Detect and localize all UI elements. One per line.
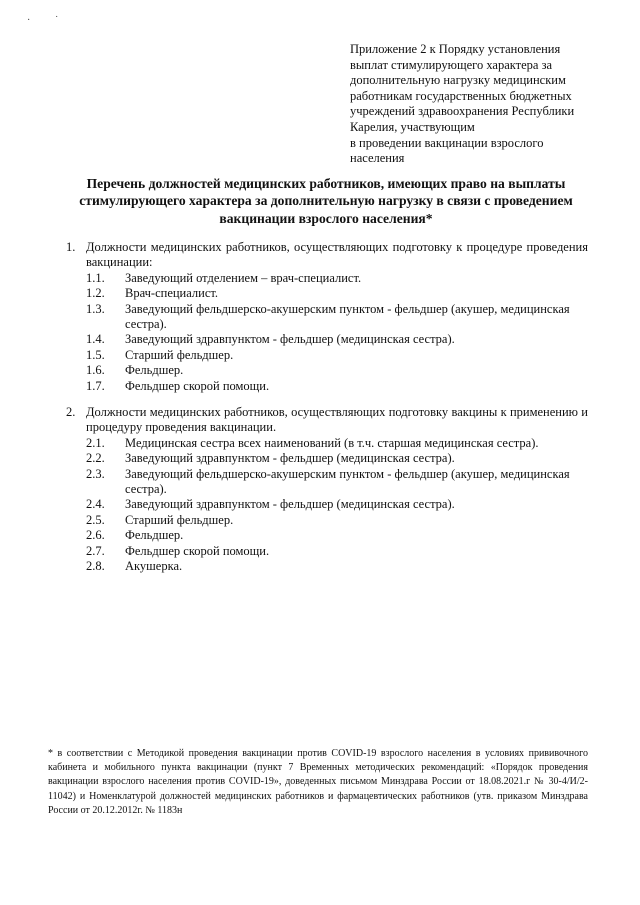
section-1 xyxy=(66,240,588,394)
list-item xyxy=(66,467,588,498)
title-line: Перечень должностей медицинских работников, имеющих право на выплаты xyxy=(86,176,566,191)
item-text: Фельдшер скорой помощи. xyxy=(125,378,270,393)
appendix-line: учреждений здравоохранения Республики xyxy=(350,104,575,119)
appendix-line: выплат стимулирующего характера за xyxy=(350,57,553,72)
scan-mark: ˙ xyxy=(55,15,59,26)
footnote: * в соответствии с Методикой проведения вакцинации против COVID-19 взрослого населения в условиях прививочного кабинета и мобильного пункта вакцинации (пункт 7 Временных методических рекомендаций: «Порядок проведения вакцинации взрослого населения против COVID-19», доведенных письмом Минздрава России от 18.08.2021.г № 30-4/И/2-11042) и Номенклатурой должностей медицинских работников и фармацевтических работников (утв. приказом Минздрава России от 20.12.2012г. № 1183н xyxy=(48,748,588,816)
title-line: вакцинации взрослого населения* xyxy=(219,210,433,226)
list-item xyxy=(66,271,588,286)
appendix-line: Карелия, участвующим xyxy=(350,119,475,134)
section-2 xyxy=(66,405,588,574)
list-item xyxy=(66,286,588,301)
item-number: 1.1. xyxy=(86,270,105,285)
item-number: 1.7. xyxy=(86,378,105,393)
item-text: Врач-специалист. xyxy=(125,286,219,301)
section-heading-text: Должности медицинских работников, осуществляющих подготовку к процедуре проведения вакцинации: xyxy=(86,240,588,270)
item-number: 2.3. xyxy=(86,466,105,481)
list-item xyxy=(66,332,588,347)
item-number: 1.3. xyxy=(86,301,105,316)
item-number: 2.7. xyxy=(86,543,105,558)
list-item xyxy=(66,363,588,378)
list-item xyxy=(66,528,588,543)
position-list xyxy=(66,436,588,575)
item-text: Заведующий здравпунктом - фельдшер (медицинская сестра). xyxy=(125,497,455,512)
item-number: 1.6. xyxy=(86,363,105,378)
list-item xyxy=(66,497,588,512)
item-text: Заведующий фельдшерско-акушерским пунктом - фельдшер (акушер, медицинская сестра). xyxy=(125,301,570,332)
item-number: 1.4. xyxy=(86,332,105,347)
item-text: Старший фельдшер. xyxy=(125,347,234,362)
item-text: Фельдшер скорой помощи. xyxy=(125,543,270,558)
item-text: Заведующий фельдшерско-акушерским пунктом - фельдшер (акушер, медицинская сестра). xyxy=(125,466,570,497)
document-title xyxy=(40,175,612,227)
list-item xyxy=(66,513,588,528)
item-number: 2.1. xyxy=(86,435,105,450)
title-line: стимулирующего характера за дополнительную нагрузку в связи с проведением xyxy=(79,193,573,209)
position-list xyxy=(66,271,588,394)
item-number: 2.8. xyxy=(86,559,105,574)
appendix-note xyxy=(350,42,612,167)
section-number: 2. xyxy=(66,405,76,419)
item-number: 2.6. xyxy=(86,528,105,543)
section-heading xyxy=(66,405,588,436)
list-item xyxy=(66,302,588,333)
item-text: Акушерка. xyxy=(125,559,183,574)
item-text: Заведующий здравпунктом - фельдшер (медицинская сестра). xyxy=(125,332,455,347)
section-heading xyxy=(66,240,588,271)
appendix-line: населения xyxy=(350,151,405,166)
item-text: Старший фельдшер. xyxy=(125,512,234,527)
list-item xyxy=(66,544,588,559)
item-number: 2.5. xyxy=(86,512,105,527)
appendix-line: работникам государственных бюджетных xyxy=(350,88,572,103)
item-text: Заведующий отделением – врач-специалист. xyxy=(125,270,362,285)
appendix-line: дополнительную нагрузку медицинским xyxy=(350,73,566,88)
appendix-line: в проведении вакцинации взрослого xyxy=(350,135,544,150)
item-text: Медицинская сестра всех наименований (в т.ч. старшая медицинская сестра). xyxy=(125,435,539,450)
item-number: 1.2. xyxy=(86,286,105,301)
list-item xyxy=(66,436,588,451)
item-text: Заведующий здравпунктом - фельдшер (медицинская сестра). xyxy=(125,451,455,466)
item-number: 2.2. xyxy=(86,451,105,466)
list-item xyxy=(66,451,588,466)
list-item xyxy=(66,348,588,363)
appendix-line: Приложение 2 к Порядку установления xyxy=(350,42,561,56)
section-heading-text: Должности медицинских работников, осуществляющих подготовку вакцины к применению и процедуру проведения вакцинации. xyxy=(86,405,588,435)
section-number: 1. xyxy=(66,240,76,254)
list-item xyxy=(66,559,588,574)
item-text: Фельдшер. xyxy=(125,363,184,378)
item-number: 2.4. xyxy=(86,497,105,512)
item-text: Фельдшер. xyxy=(125,528,184,543)
list-item xyxy=(66,379,588,394)
item-number: 1.5. xyxy=(86,347,105,362)
scan-mark: · xyxy=(27,15,31,26)
